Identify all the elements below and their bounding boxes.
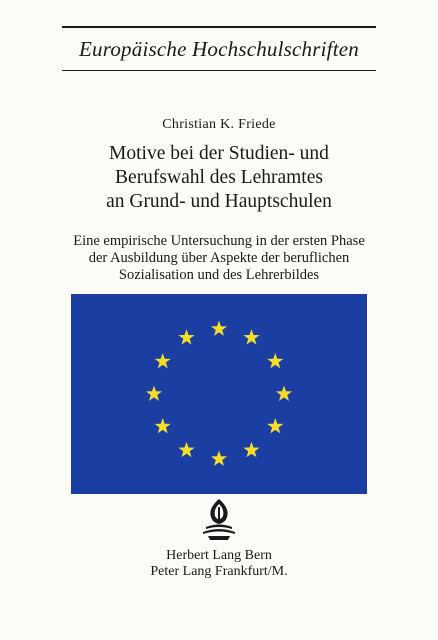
book-subtitle xyxy=(0,233,438,284)
publisher-line: Herbert Lang Bern xyxy=(166,548,272,563)
title-line: Berufswahl des Lehramtes xyxy=(115,167,323,188)
series-rule-top xyxy=(62,26,376,28)
book-title xyxy=(0,142,438,214)
title-line: an Grund- und Hauptschulen xyxy=(106,191,332,212)
subtitle-line: Sozialisation und des Lehrerbildes xyxy=(118,267,320,283)
subtitle-line: Eine empirische Untersuchung in der ersten Phase xyxy=(73,233,365,249)
subtitle-line: der Ausbildung über Aspekte der beruflichen xyxy=(88,250,350,266)
series-rule-bottom xyxy=(62,70,376,71)
european-flag xyxy=(71,294,367,494)
publisher-line: Peter Lang Frankfurt/M. xyxy=(150,564,288,579)
title-line: Motive bei der Studien- und xyxy=(109,143,329,164)
tree-of-knowledge-icon xyxy=(200,497,238,541)
european-flag-graphic xyxy=(71,294,367,494)
series-title: Europäische Hochschulschriften xyxy=(79,37,359,61)
publisher-imprint xyxy=(0,548,438,580)
author-name: Christian K. Friede xyxy=(162,117,276,132)
